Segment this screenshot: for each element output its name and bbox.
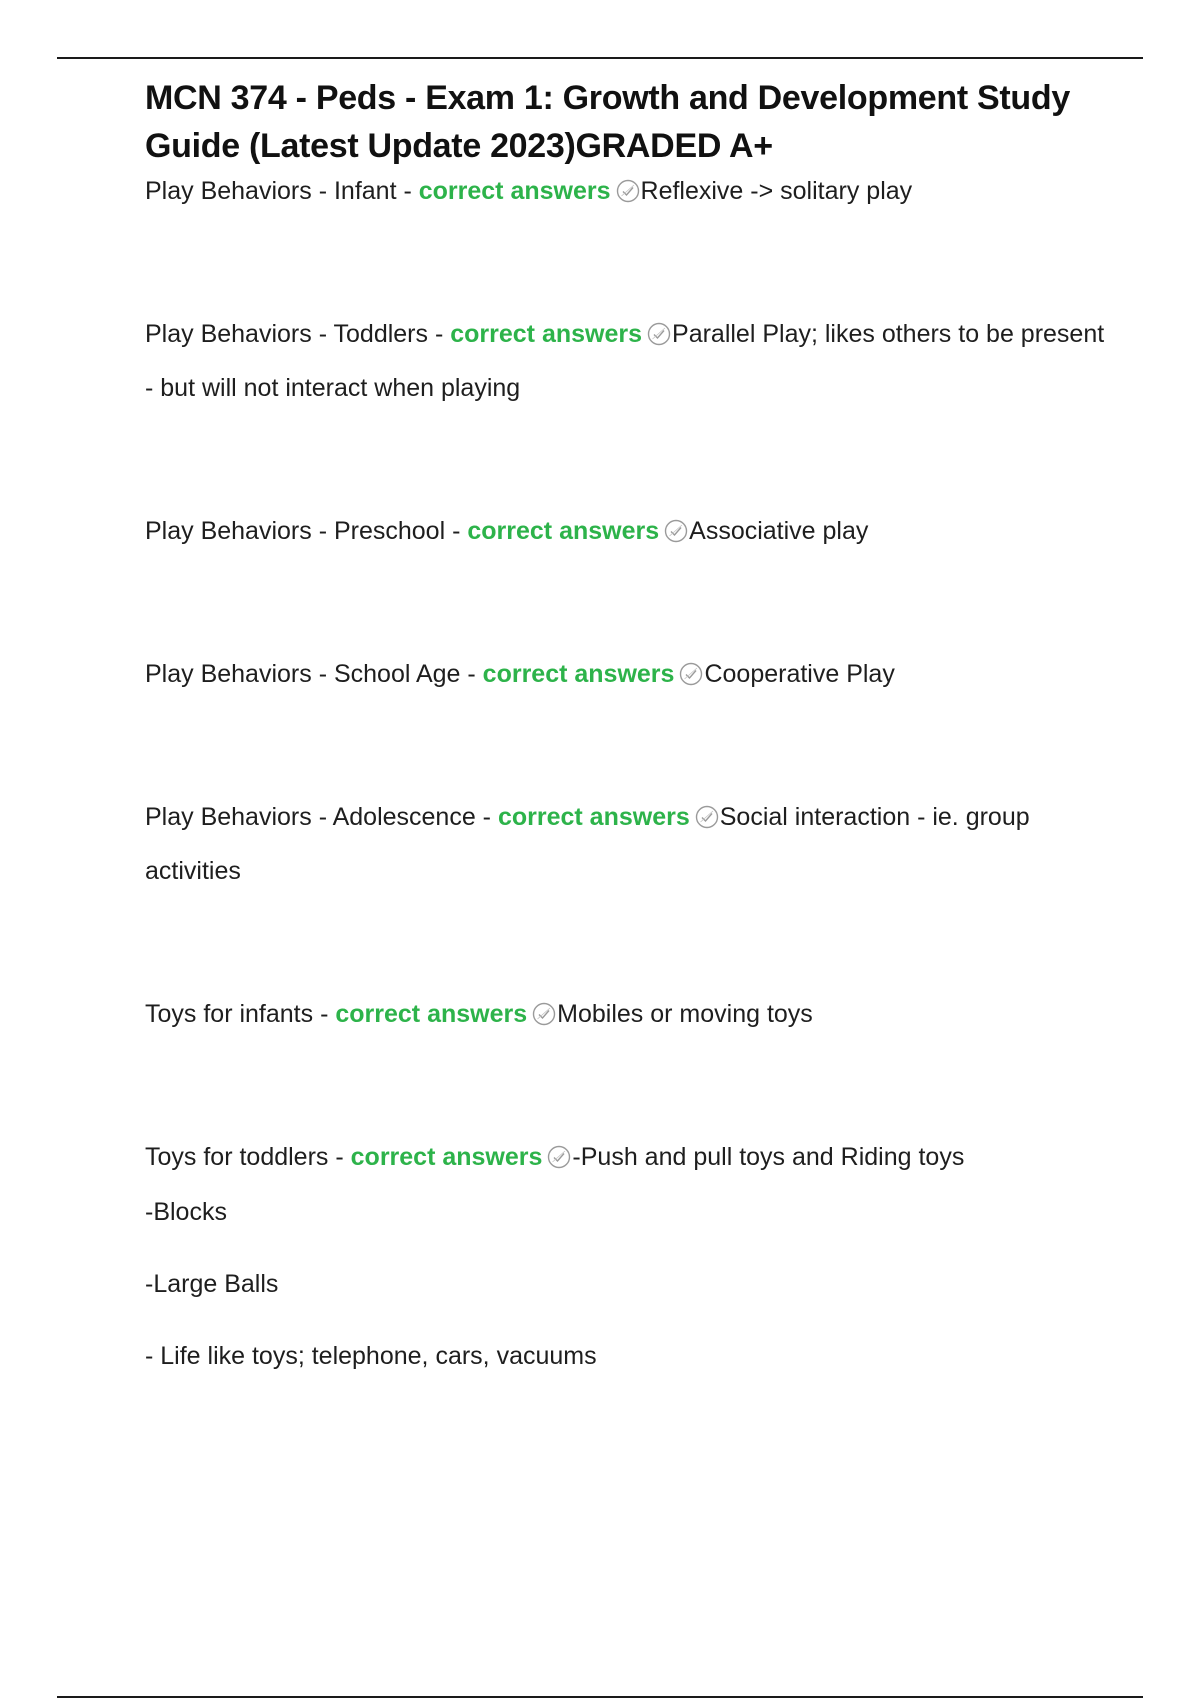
check-circle-icon [679, 662, 703, 686]
check-circle-icon [532, 1002, 556, 1026]
correct-answers-marker: correct answers [335, 1000, 528, 1028]
check-circle-icon [647, 322, 671, 346]
correct-answers-marker: correct answers [467, 517, 660, 545]
qa-item-infant-toys [145, 987, 1105, 1041]
question-text: Play Behaviors - Adolescence - [145, 803, 498, 831]
answer-text: Cooperative Play [704, 660, 895, 688]
answer-extra-line: -Large Balls [145, 1270, 279, 1298]
answer-text: Mobiles or moving toys [557, 1000, 813, 1028]
answer-text: Parallel Play; likes others to be present - but will not interact when playing [145, 320, 1105, 402]
top-rule [57, 57, 1143, 59]
qa-item-preschool-play [145, 504, 1105, 558]
answer-text: -Push and pull toys and Riding toys [572, 1143, 965, 1171]
correct-answers-marker: correct answers [350, 1143, 543, 1171]
correct-answers-marker: correct answers [497, 803, 690, 831]
check-circle-icon [695, 805, 719, 829]
check-circle-icon [547, 1145, 571, 1169]
question-text: Play Behaviors - Preschool - [145, 517, 468, 545]
qa-item-school-age-play [145, 647, 1105, 701]
qa-item-infant-play [145, 164, 1105, 218]
check-circle-icon [616, 179, 640, 203]
question-text: Toys for infants - [145, 1000, 336, 1028]
document-body [145, 74, 1105, 1371]
bottom-rule [57, 1696, 1143, 1698]
question-text: Play Behaviors - Infant - [145, 177, 419, 205]
check-circle-icon [664, 519, 688, 543]
question-text: Toys for toddlers - [145, 1143, 351, 1171]
question-text: Play Behaviors - School Age - [145, 660, 483, 688]
correct-answers-marker: correct answers [418, 177, 611, 205]
answer-extra-line: -Blocks [145, 1198, 227, 1226]
answer-text: Associative play [689, 517, 869, 545]
qa-item-toddler-toys [145, 1130, 1105, 1184]
question-text: Play Behaviors - Toddlers - [145, 320, 451, 348]
correct-answers-marker: correct answers [450, 320, 643, 348]
correct-answers-marker: correct answers [482, 660, 675, 688]
answer-extra-line: - Life like toys; telephone, cars, vacuums [145, 1342, 597, 1370]
answer-text: Reflexive -> solitary play [640, 177, 913, 205]
qa-item-adolescence-play [145, 790, 1105, 898]
answer-text: Social interaction - ie. group activities [145, 803, 1030, 885]
document-title: MCN 374 - Peds - Exam 1: Growth and Development Study Guide (Latest Update 2023)GRADED A+ [145, 79, 1070, 165]
qa-item-toddler-play [145, 307, 1105, 415]
